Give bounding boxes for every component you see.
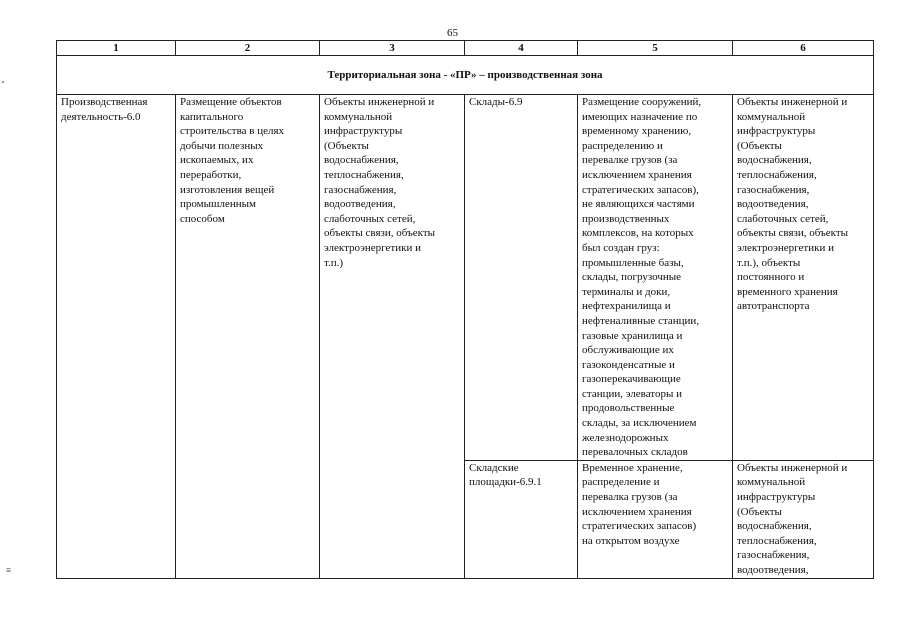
column-number-6: 6 [733,41,874,56]
column-number-4: 4 [465,41,578,56]
table-row [57,95,874,461]
conditional-use-cell: Складские площадки-6.9.1 [465,460,578,578]
conditional-use-description-cell: Временное хранение, распределение и перевалка грузов (за исключением хранения стратегических запасов) на открытом воздухе [578,460,733,578]
scan-dot [2,81,4,83]
column-number-3: 3 [320,41,465,56]
conditional-objects-cell: Объекты инженерной и коммунальной инфраструктуры (Объекты водоснабжения, теплоснабжения, газоснабжения, водоотведения, [733,460,874,578]
main-activity-cell: Производственная деятельность-6.0 [57,95,176,579]
conditional-objects-cell: Объекты инженерной и коммунальной инфраструктуры (Объекты водоснабжения, теплоснабжения, газоснабжения, водоотведения, слаботочных сетей, объекты связи, объекты электроэнергетики и т.п.), объекты постоянного и временного хранения автотранспорта [733,95,874,461]
page-number: 65 [447,27,458,39]
column-number-2: 2 [176,41,320,56]
activity-description-cell: Размещение объектов капитального строительства в целях добычи полезных ископаемых, их переработки, изготовления вещей промышленным способом [176,95,320,579]
column-number-1: 1 [57,41,176,56]
conditional-use-cell: Склады-6.9 [465,95,578,461]
zone-title: Территориальная зона - «ПР» – производственная зона [57,56,874,95]
permitted-objects-cell: Объекты инженерной и коммунальной инфраструктуры (Объекты водоснабжения, теплоснабжения, газоснабжения, водоотведения, слаботочных сетей, объекты связи, объекты электроэнергетики и т.п.) [320,95,465,579]
zone-table [56,40,874,579]
margin-mark: ≡ [6,565,12,575]
zone-title-row [57,56,874,95]
column-number-row [57,41,874,56]
conditional-use-description-cell: Размещение сооружений, имеющих назначение по временному хранению, распределению и перевалке грузов (за исключением хранения стратегических запасов), не являющихся частями производственных комплексов, на которых был создан груз: промышленные базы, склады, погрузочные терминалы и доки, нефтехранилища и нефтеналивные станции, газовые хранилища и обслуживающие их газоконденсатные и газоперекачивающие станции, элеваторы и продовольственные склады, за исключением железнодорожных перевалочных складов [578,95,733,461]
column-number-5: 5 [578,41,733,56]
